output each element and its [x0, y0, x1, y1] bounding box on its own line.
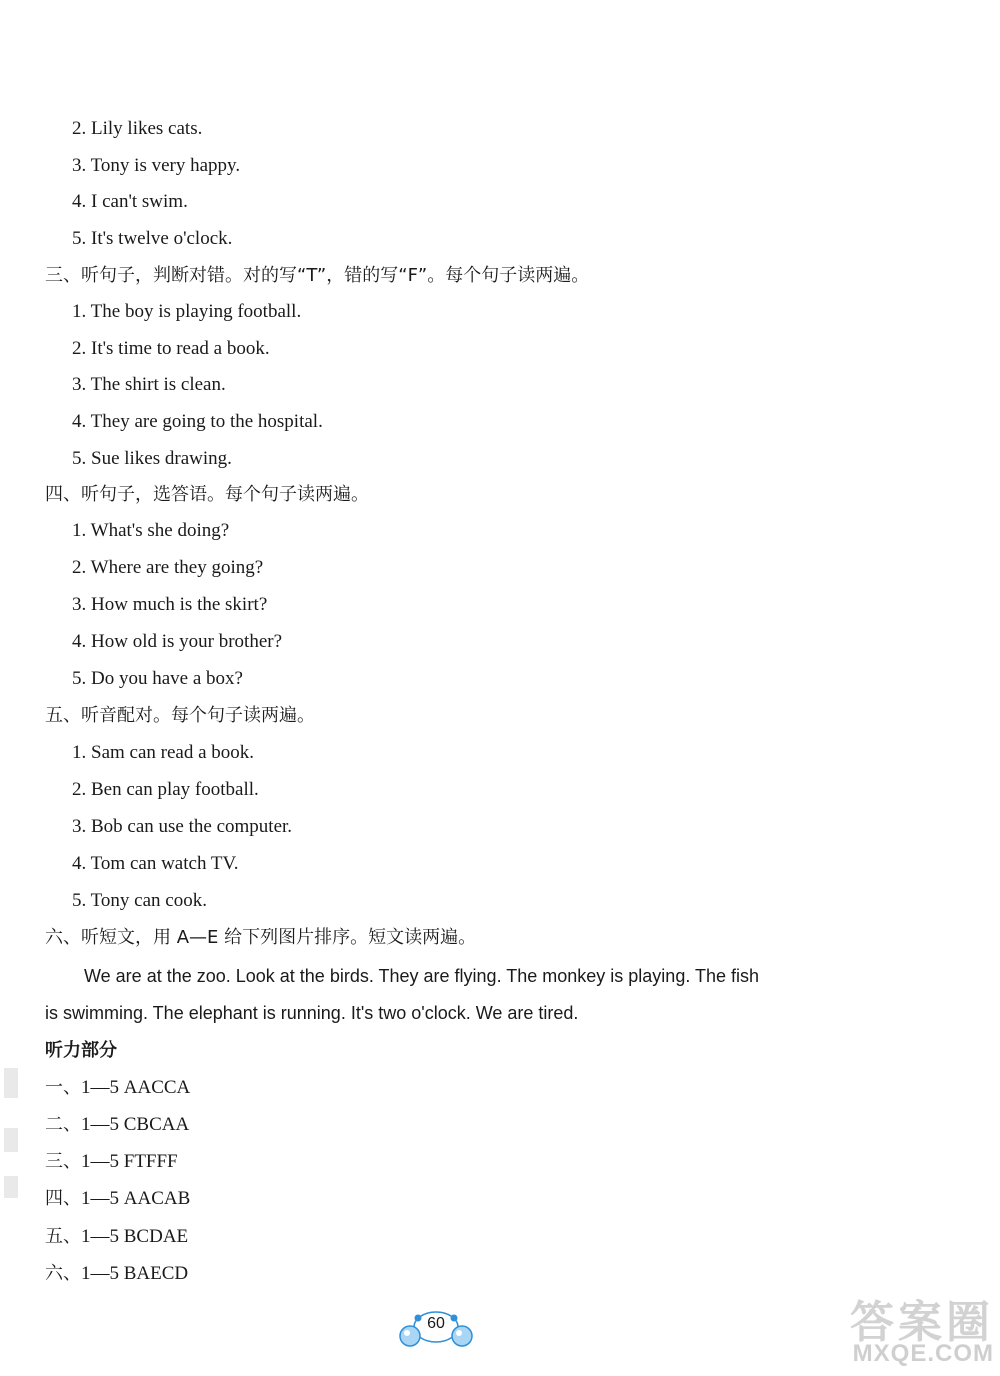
answer-row-answer: CBCAA [123, 1114, 190, 1135]
answer-row-label: 一、 [45, 1077, 81, 1098]
section2-item-3: 3. Tony is very happy. [72, 155, 241, 176]
answer-row-label: 三、 [45, 1151, 81, 1172]
answer-row [45, 1150, 178, 1174]
answer-row-range: 1—5 [81, 1263, 119, 1284]
answer-row-range: 1—5 [81, 1226, 119, 1247]
section3-item-2: 2. It's time to read a book. [72, 338, 270, 359]
section6-passage-line-2: is swimming. The elephant is running. It's two o'clock. We are tired. [45, 1003, 579, 1023]
section3-item-4: 4. They are going to the hospital. [72, 411, 323, 432]
section4-item-3: 3. How much is the skirt? [72, 594, 268, 615]
answer-row-label: 五、 [45, 1226, 81, 1247]
section2-item-2: 2. Lily likes cats. [72, 118, 203, 139]
section4-item-1: 1. What's she doing? [72, 520, 230, 541]
answer-row-range: 1—5 [81, 1188, 119, 1209]
margin-mark [4, 1068, 18, 1098]
section4-item-2: 2. Where are they going? [72, 557, 264, 578]
answer-row [45, 1113, 189, 1137]
section3-item-3: 3. The shirt is clean. [72, 374, 226, 395]
section3-heading: 三、听句子，判断对错。对的写“T”，错的写“F”。每个句子读两遍。 [45, 265, 590, 286]
section3-item-5: 5. Sue likes drawing. [72, 448, 232, 469]
section2-item-5: 5. It's twelve o'clock. [72, 228, 233, 249]
section5-item-3: 3. Bob can use the computer. [72, 816, 293, 837]
page-number-badge [396, 1309, 476, 1349]
answer-row [45, 1225, 188, 1249]
answer-row [45, 1076, 190, 1100]
margin-mark [4, 1176, 18, 1198]
watermark-url: MXQE.COM [852, 1340, 994, 1367]
section5-item-5: 5. Tony can cook. [72, 890, 207, 911]
answer-row-label: 六、 [45, 1263, 81, 1284]
watermark [742, 1286, 994, 1372]
section6-heading: 六、听短文，用 A—E 给下列图片排序。短文读两遍。 [45, 927, 477, 948]
section5-item-4: 4. Tom can watch TV. [72, 853, 239, 874]
section4-item-4: 4. How old is your brother? [72, 631, 283, 652]
answer-row-answer: AACAB [123, 1188, 191, 1209]
answer-row [45, 1187, 190, 1211]
answer-row-answer: AACCA [123, 1077, 191, 1098]
section6-passage-line-1: We are at the zoo. Look at the birds. They are flying. The monkey is playing. The fish [84, 966, 760, 986]
answer-row-range: 1—5 [81, 1151, 119, 1172]
section5-heading: 五、听音配对。每个句子读两遍。 [45, 705, 315, 726]
answer-row-range: 1—5 [81, 1077, 119, 1098]
answer-row-label: 四、 [45, 1188, 81, 1209]
section4-heading: 四、听句子，选答语。每个句子读两遍。 [45, 484, 369, 505]
answer-row-answer: BCDAE [123, 1226, 189, 1247]
page-number: 60 [427, 1315, 445, 1332]
section5-item-1: 1. Sam can read a book. [72, 742, 255, 763]
margin-mark [4, 1128, 18, 1152]
answer-row-answer: FTFFF [123, 1151, 178, 1172]
section5-item-2: 2. Ben can play football. [72, 779, 259, 800]
section4-item-5: 5. Do you have a box? [72, 668, 243, 689]
section2-item-4: 4. I can't swim. [72, 191, 188, 212]
watermark-logo: 答案圈 [850, 1297, 994, 1348]
answer-row [45, 1262, 188, 1286]
section3-item-1: 1. The boy is playing football. [72, 301, 302, 322]
answer-row-answer: BAECD [123, 1263, 189, 1284]
answer-row-label: 二、 [45, 1114, 81, 1135]
answer-row-range: 1—5 [81, 1114, 119, 1135]
answers-heading: 听力部分 [45, 1040, 117, 1061]
